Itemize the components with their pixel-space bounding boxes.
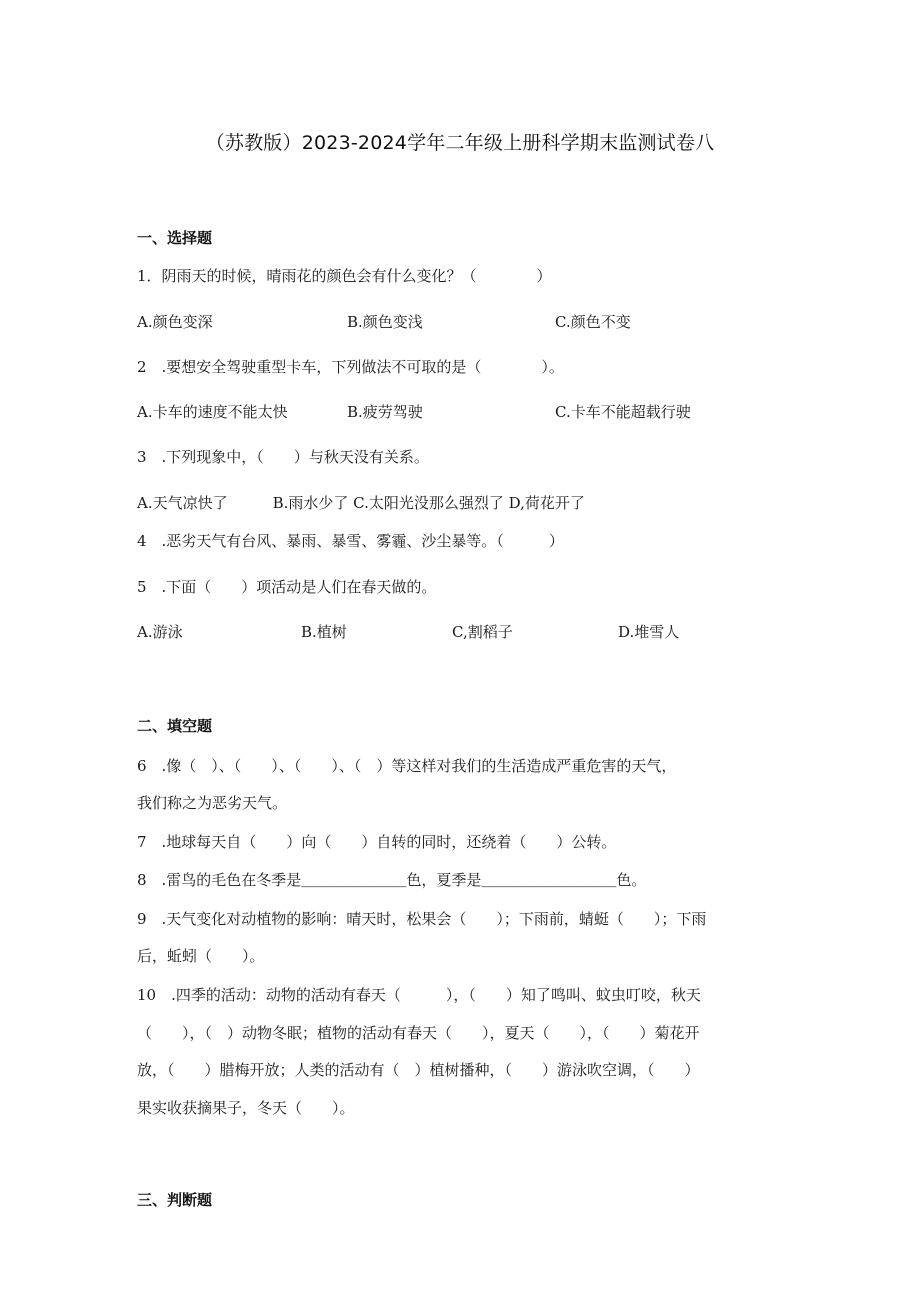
question-1: 1．阴雨天的时候，晴雨花的颜色会有什么变化？（ ） [137, 267, 552, 285]
section-heading-fill: 二、填空题 [137, 717, 213, 735]
q5-option-a: A.游泳 [137, 623, 183, 641]
q1-option-b: B.颜色变浅 [347, 313, 423, 331]
question-10-line-1: 10 .四季的活动：动物的活动有春天（ ），（ ）知了鸣叫、蚊虫叮咬，秋天 [137, 986, 701, 1004]
question-6-line-2: 我们称之为恶劣天气。 [137, 794, 288, 812]
question-7: 7 .地球每天自（ ）向（ ）自转的同时，还绕着（ ）公转。 [137, 833, 617, 851]
q2-option-c: C.卡车不能超载行驶 [555, 403, 691, 421]
q5-option-d: D.堆雪人 [618, 623, 680, 641]
q5-option-b: B.植树 [301, 623, 347, 641]
q1-option-a: A.颜色变深 [137, 313, 213, 331]
q2-option-a: A.卡车的速度不能太快 [137, 403, 288, 421]
question-2: 2 .要想安全驾驶重型卡车，下列做法不可取的是（ ）。 [137, 358, 564, 376]
question-10-line-2: （ ），（ ）动物冬眠；植物的活动有春天（ ），夏天（ ），（ ）菊花开 [137, 1024, 700, 1042]
section-heading-judge: 三、判断题 [137, 1191, 213, 1209]
question-4: 4 .恶劣天气有台风、暴雨、暴雪、雾霾、沙尘暴等。（ ） [137, 532, 564, 550]
question-9-line-2: 后，蚯蚓（ ）。 [137, 947, 265, 965]
q5-option-c: C,割稻子 [452, 623, 513, 641]
question-3: 3 .下列现象中，（ ）与秋天没有关系。 [137, 448, 429, 466]
question-10-line-4: 果实收获摘果子，冬天（ ）。 [137, 1099, 355, 1117]
q2-option-b: B.疲劳驾驶 [347, 403, 423, 421]
question-10-line-3: 放，（ ）腊梅开放；人类的活动有（ ）植树播种，（ ）游泳吹空调，（ ） [137, 1061, 700, 1079]
page-title: （苏教版）2023-2024学年二年级上册科学期末监测试卷八 [205, 132, 715, 154]
q3-options: A.天气凉快了 B.雨水少了 C.太阳光没那么强烈了 D,荷花开了 [137, 494, 585, 512]
question-9-line-1: 9 .天气变化对动植物的影响：晴天时，松果会（ ）；下雨前，蜻蜓（ ）；下雨 [137, 910, 707, 928]
question-8: 8 .雷鸟的毛色在冬季是＿＿＿＿＿＿＿色，夏季是＿＿＿＿＿＿＿＿＿色。 [137, 871, 647, 889]
question-5: 5 .下面（ ）项活动是人们在春天做的。 [137, 578, 437, 596]
question-6-line-1: 6 .像（ ）、（ ）、（ ）、（ ）等这样对我们的生活造成严重危害的天气， [137, 757, 677, 775]
section-heading-choice: 一、选择题 [137, 229, 213, 247]
q1-option-c: C.颜色不变 [555, 313, 631, 331]
